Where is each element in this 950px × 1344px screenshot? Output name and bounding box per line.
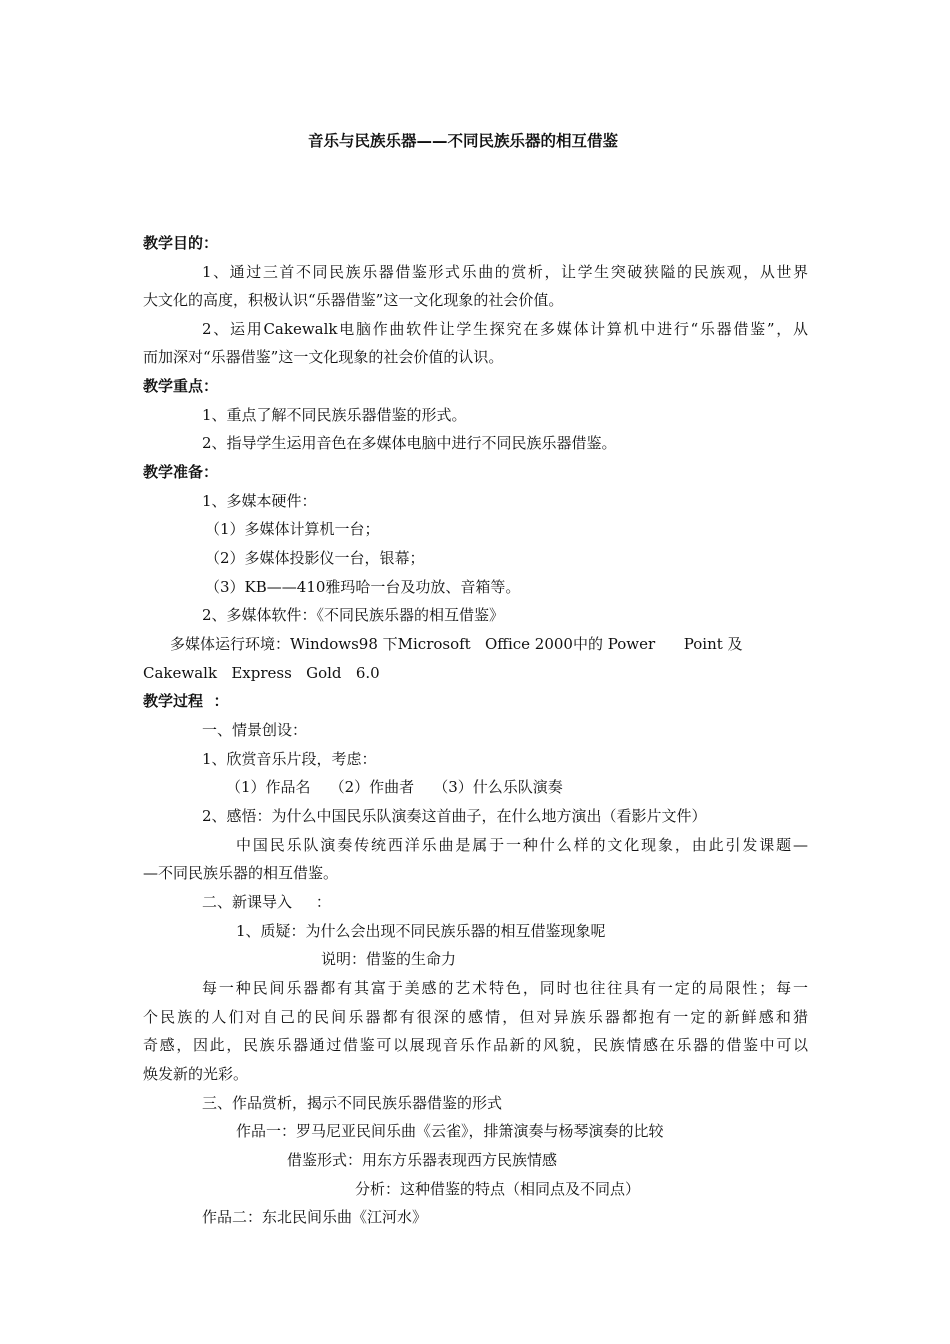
document-title: 音乐与民族乐器——不同民族乐器的相互借鉴 — [308, 132, 619, 150]
list-item: （3）KB——410雅玛哈一台及功放、音箱等。 — [205, 578, 521, 596]
paragraph-line: 2、多媒体软件：《不同民族乐器的相互借鉴》 — [202, 606, 505, 624]
paragraph-line: 1、多媒本硬件： — [202, 492, 317, 510]
paragraph-line: 1、通过三首不同民族乐器借鉴形式乐曲的赏析，让学生突破狭隘的民族观，从世界 — [202, 263, 808, 281]
paragraph-line: 1、质疑：为什么会出现不同民族乐器的相互借鉴现象呢 — [236, 922, 606, 940]
section-heading-preparation: 教学准备： — [143, 463, 219, 481]
section-heading-process: 教学过程 ： — [143, 692, 229, 710]
paragraph-line: 个民族的人们对自己的民间乐器都有很深的感情，但对异族乐器都抱有一定的新鲜感和猎 — [143, 1008, 808, 1026]
paragraph-line: 2、指导学生运用音色在多媒体电脑中进行不同民族乐器借鉴。 — [202, 434, 617, 452]
list-item: （1）多媒体计算机一台； — [205, 520, 380, 538]
paragraph-line: —不同民族乐器的相互借鉴。 — [143, 864, 339, 882]
paragraph-line: 中国民乐队演奏传统西洋乐曲是属于一种什么样的文化现象，由此引发课题— — [236, 836, 808, 854]
paragraph-line: 作品二：东北民间乐曲《江河水》 — [202, 1208, 428, 1226]
section-heading-objectives: 教学目的： — [143, 234, 219, 252]
section-heading-focus: 教学重点： — [143, 377, 219, 395]
paragraph-line: 2、感悟：为什么中国民乐队演奏这首曲子，在什么地方演出（看影片文件） — [202, 807, 707, 825]
paragraph-line: 作品一：罗马尼亚民间乐曲《云雀》，排箫演奏与杨琴演奏的比较 — [236, 1122, 664, 1140]
paragraph-line: 奇感，因此，民族乐器通过借鉴可以展现音乐作品新的风貌，民族情感在乐器的借鉴中可以 — [143, 1036, 808, 1054]
paragraph-line: 多媒体运行环境：Windows98 下Microsoft Office 2000中的 Power Point 及 — [170, 635, 743, 653]
paragraph-line: 一、情景创设： — [202, 721, 308, 739]
paragraph-line: Cakewalk Express Gold 6.0 — [143, 664, 380, 682]
paragraph-line: 而加深对“乐器借鉴”这一文化现象的社会价值的认识。 — [143, 348, 504, 366]
list-item: （1）作品名 （2）作曲者 （3）什么乐队演奏 — [226, 778, 563, 796]
paragraph-line: 三、作品赏析，揭示不同民族乐器借鉴的形式 — [202, 1094, 503, 1112]
paragraph-line: 1、重点了解不同民族乐器借鉴的形式。 — [202, 406, 467, 424]
list-item: （2）多媒体投影仪一台，银幕； — [205, 549, 425, 567]
paragraph-line: 二、新课导入 ： — [202, 893, 331, 911]
paragraph-line: 1、欣赏音乐片段，考虑： — [202, 750, 377, 768]
paragraph-line: 大文化的高度，积极认识“乐器借鉴”这一文化现象的社会价值。 — [143, 291, 564, 309]
paragraph-line: 借鉴形式：用东方乐器表现西方民族情感 — [287, 1151, 558, 1169]
paragraph-line: 说明：借鉴的生命力 — [321, 950, 457, 968]
paragraph-line: 2、运用Cakewalk电脑作曲软件让学生探究在多媒体计算机中进行“乐器借鉴”，从 — [202, 320, 808, 338]
paragraph-line: 每一种民间乐器都有其富于美感的艺术特色，同时也往往具有一定的局限性；每一 — [202, 979, 808, 997]
paragraph-line: 焕发新的光彩。 — [143, 1065, 249, 1083]
paragraph-line: 分析：这种借鉴的特点（相同点及不同点） — [355, 1180, 641, 1198]
